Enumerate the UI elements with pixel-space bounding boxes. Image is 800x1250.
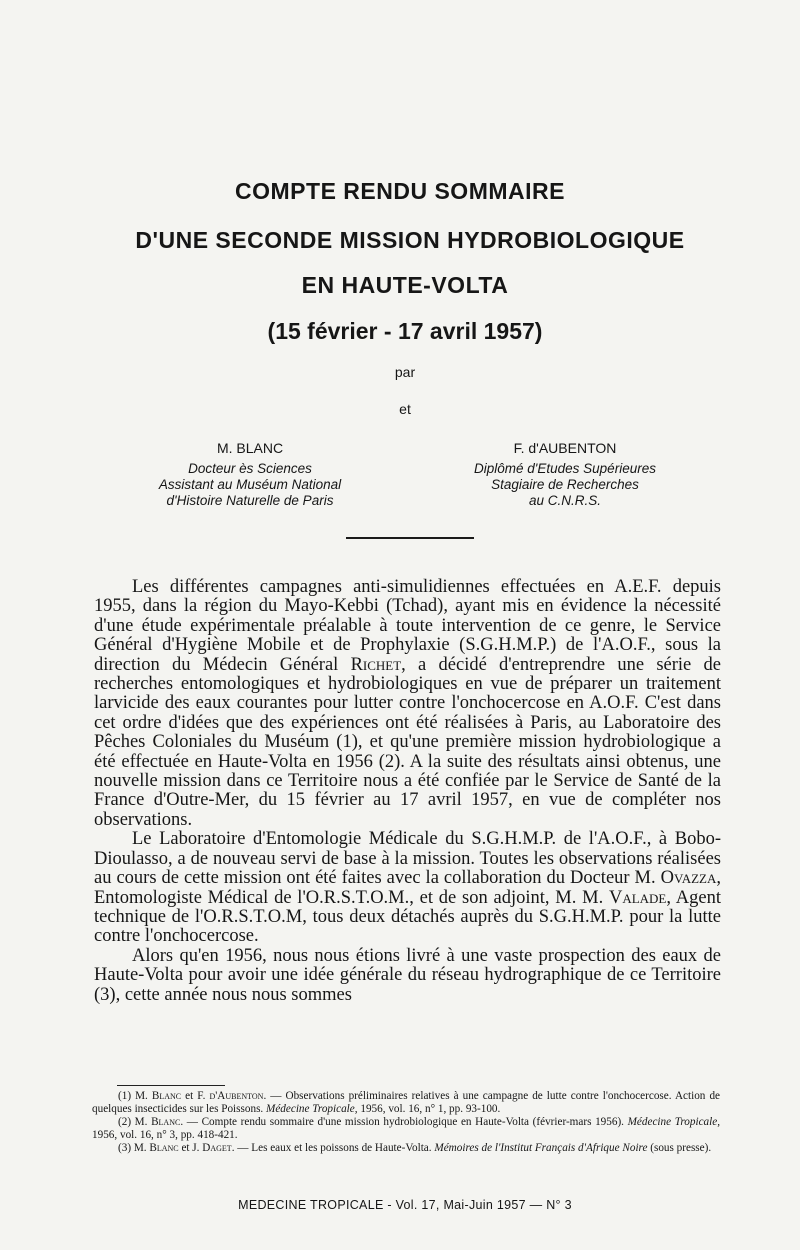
person-name: Ovazza xyxy=(660,868,717,889)
title-line-3: EN HAUTE-VOLTA xyxy=(301,272,509,298)
footnote-2: (2) M. Blanc. — Compte rendu sommaire d'une mission hydrobiologique en Haute-Volta (février-mars 1956). Médecine Tropicale, 1956, vol. 16, n° 3, pp. 418-421. xyxy=(92,1116,720,1141)
footnote-3: (3) M. Blanc et J. Daget. — Les eaux et les poissons de Haute-Volta. Mémoires de l'Institut Français d'Afrique Noire (sous presse). xyxy=(118,1142,712,1154)
author-affiliation: d'Histoire Naturelle de Paris xyxy=(166,493,334,508)
title-line-2: D'UNE SECONDE MISSION HYDROBIOLOGIQUE xyxy=(135,227,685,253)
author-affiliation: Assistant au Muséum National xyxy=(158,477,342,492)
author-name: F. d'AUBENTON xyxy=(513,440,617,456)
title-dates: (15 février - 17 avril 1957) xyxy=(267,318,543,344)
byline-et: et xyxy=(399,401,411,417)
author-affiliation: Diplômé d'Etudes Supérieures xyxy=(474,461,656,476)
journal-footer: MEDECINE TROPICALE - Vol. 17, Mai-Juin 1957 — N° 3 xyxy=(238,1198,572,1212)
title-line-1: COMPTE RENDU SOMMAIRE xyxy=(235,178,565,204)
author-blanc xyxy=(130,440,370,509)
footnote-1: (1) M. Blanc et F. d'Aubenton. — Observations préliminaires relatives à une campagne de lutte contre l'onchocercose. Action de quelques insecticides sur les Poissons. Médecine Tropicale, 1956, vol. 16, n° 1, pp. 93-100. xyxy=(92,1090,721,1115)
author-affiliation: au C.N.R.S. xyxy=(528,493,602,508)
author-daubenton xyxy=(440,440,690,509)
person-name: Valade xyxy=(608,887,667,908)
separator-rule xyxy=(346,537,474,539)
person-name: Richet xyxy=(350,654,402,675)
footnotes xyxy=(92,1090,720,1155)
article-body xyxy=(94,578,721,1005)
byline-par: par xyxy=(394,364,416,380)
author-affiliation: Stagiaire de Recherches xyxy=(491,477,639,492)
paragraph-2: Le Laboratoire d'Entomologie Médicale du S.G.H.M.P. de l'A.O.F., à Bobo-Dioulasso, a de nouveau servi de base à la mission. Toutes les observations réalisées au cours de cette mission ont été faites avec la collaboration du Docteur M. Ovazza, Entomologiste Médical de l'O.R.S.T.O.M., et de son adjoint, M. M. Valade, Agent technique de l'O.R.S.T.O.M, tous deux détachés auprès du S.G.H.M.P. pour la lutte contre l'onchocercose. xyxy=(94,829,721,947)
paragraph-1: Les différentes campagnes anti-simulidiennes effectuées en A.E.F. depuis 1955, dans la région du Mayo-Kebbi (Tchad), ayant mis en évidence la nécessité d'une étude expérimentale préalable à toute intervention de ce genre, le Service Général d'Hygiène Mobile et de Prophylaxie (S.G.H.M.P.) de l'A.O.F., sous la direction du Médecin Général Richet, a décidé d'entreprendre une série de recherches entomologiques et hydrobiologiques en vue de préparer un traitement larvicide des eaux courantes pour lutter contre l'onchocercose en A.O.F. C'est dans cet ordre d'idées que des expériences ont été réalisées à Paris, au Laboratoire des Pêches Coloniales du Muséum (1), et qu'une première mission hydrobiologique a été effectuée en Haute-Volta en 1956 (2). A la suite des résultats ainsi obtenus, une nouvelle mission dans ce Territoire nous a été confiée par le Service de Santé de la France d'Outre-Mer, du 15 février au 17 avril 1957, en vue de compléter nos observations. xyxy=(94,577,721,830)
paragraph-3: Alors qu'en 1956, nous nous étions livré à une vaste prospection des eaux de Haute-Volta pour avoir une idée générale du réseau hydrographique de ce Territoire (3), cette année nous nous sommes xyxy=(94,945,721,1005)
author-name: M. BLANC xyxy=(216,440,284,456)
footnote-rule xyxy=(117,1085,225,1086)
author-affiliation: Docteur ès Sciences xyxy=(188,461,312,476)
